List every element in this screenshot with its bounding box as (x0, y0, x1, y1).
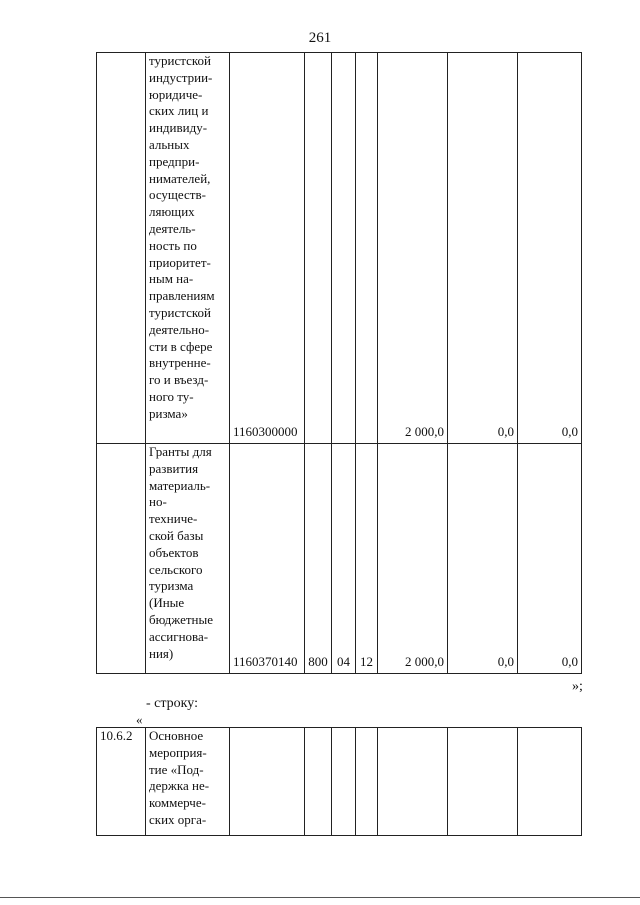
row-number-cell (97, 53, 146, 444)
amount-year2-cell (448, 728, 518, 836)
table-row (97, 53, 582, 444)
target-article-code-cell: 1160370140 (230, 444, 305, 674)
amount-year3-cell: 0,0 (518, 444, 582, 674)
page-footer-line (0, 897, 640, 898)
expense-type-cell (305, 53, 332, 444)
subsection-cell (356, 53, 378, 444)
row-label: - строку: (146, 696, 198, 711)
amount-year3-cell: 0,0 (518, 53, 582, 444)
budget-table-new-row (96, 727, 582, 836)
item-name-cell: туристской индустрии- юридиче- ских лиц и индивиду- альных предпри- нимателей, осуществ- ляющих деятель- ность по приоритет- ным на- правлениям туристской деятельно- сти в сфере внутренне- го и въезд- ного ту- ризма» (146, 53, 230, 444)
target-article-code-cell: 1160300000 (230, 53, 305, 444)
expense-type-cell (305, 728, 332, 836)
row-number-cell: 10.6.2 (97, 728, 146, 836)
amount-year2-cell: 0,0 (448, 53, 518, 444)
opening-quote: « (136, 712, 143, 727)
section-cell (332, 728, 356, 836)
expense-type-cell: 800 (305, 444, 332, 674)
subsection-cell (356, 728, 378, 836)
item-name-cell: Основное мероприя- тие «Под- держка не- коммерче- ских орга- (146, 728, 230, 836)
table-bottom-rule (96, 673, 581, 674)
row-number-cell (97, 444, 146, 674)
amount-year1-cell: 2 000,0 (378, 444, 448, 674)
closing-quote: »; (572, 679, 583, 694)
amount-year2-cell: 0,0 (448, 444, 518, 674)
table-row (97, 444, 582, 674)
target-article-code-cell (230, 728, 305, 836)
amount-year3-cell (518, 728, 582, 836)
section-cell (332, 53, 356, 444)
page-number: 261 (308, 30, 332, 46)
budget-table-continuation (96, 52, 582, 674)
amount-year1-cell (378, 728, 448, 836)
item-name-cell: Гранты для развития материаль- но- техниче- ской базы объектов сельского туризма (Иные бюджетные ассигнова- ния) (146, 444, 230, 674)
amount-year1-cell: 2 000,0 (378, 53, 448, 444)
section-cell: 04 (332, 444, 356, 674)
subsection-cell: 12 (356, 444, 378, 674)
table-row (97, 728, 582, 836)
